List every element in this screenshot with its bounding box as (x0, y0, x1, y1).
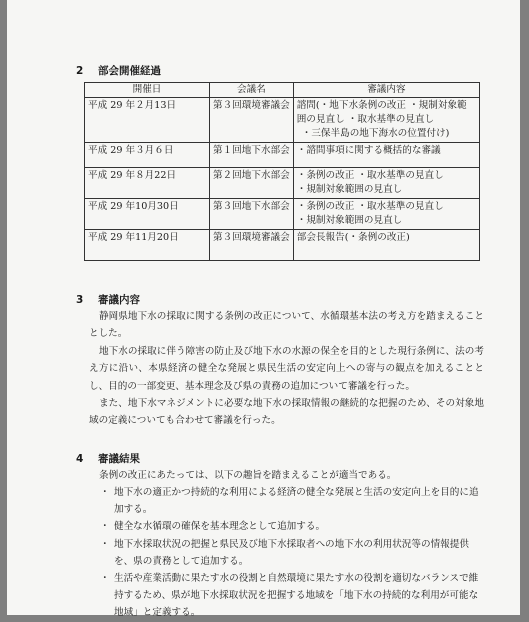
content-line: ・諮問事項に関する概括的な審議 (296, 145, 441, 156)
content-line: ・条例の改正 ・取水基準の見直し (296, 170, 444, 181)
cell-date: 平成 29 年３月６日 (85, 143, 210, 168)
section-3-heading (76, 292, 140, 307)
list-item-text: 健全な水循環の確保を基本理念として追加する。 (114, 521, 326, 533)
cell-content (293, 168, 479, 199)
bullet-mark: ・ (100, 487, 110, 498)
list-item-text: 地下水の適正かつ持続的な利用による経済の健全な発展と生活の安定向上を目的に追加する。 (114, 487, 479, 516)
list-item-text: 地下水採取状況の把握と県民及び地下水採取者への地下水の利用状況等の情報提供を、県の責務として追加する。 (114, 538, 469, 567)
cell-date: 平成 29 年８月22日 (85, 168, 210, 199)
paragraph: また、地下水マネジメントに必要な地下水の採取情報の継続的な把握のため、その対象地域の定義についても合わせて審議を行った。 (89, 398, 484, 427)
paragraph: 地下水の採取に伴う障害の防止及び地下水の水源の保全を目的とした現行条例に、法の考え方に沿い、本県経済の健全な発展と県民生活の安定向上への寄与の観点を加えることとし、目的の一部変更、基本理念及び県の責務の追加について審議を行った。 (89, 345, 484, 392)
list-item (100, 536, 485, 570)
section-title: 部会開催経過 (98, 65, 161, 77)
bullet-mark: ・ (100, 521, 110, 533)
content-line: ・規制対象範囲の見直し (296, 215, 403, 226)
table-header-row (85, 83, 480, 98)
section-2-heading (76, 63, 161, 78)
cell-content (293, 143, 479, 168)
cell-meeting: 第３回環境審議会 (210, 230, 294, 261)
cell-meeting: 第１回地下水部会 (210, 143, 294, 168)
paragraph: 静岡県地下水の採取に関する条例の改正について、水循環基本法の考え方を踏まえることとした。 (89, 311, 484, 340)
cell-meeting: 第２回地下水部会 (210, 168, 294, 199)
bullet-mark: ・ (100, 538, 110, 550)
content-line: 囲の見直し ・取水基準の見直し (296, 114, 435, 125)
document-page (7, 0, 520, 619)
content-line: ・規制対象範囲の見直し (296, 184, 403, 195)
content-line: 諮問(・地下水条例の改正 ・規制対象範 (296, 100, 467, 111)
section-number: 4 (76, 453, 84, 465)
content-line: ・三保半島の地下海水の位置付け) (301, 128, 450, 139)
list-item (100, 518, 485, 535)
section-title: 審議内容 (98, 294, 140, 306)
section-4-intro (89, 467, 484, 484)
cell-content (293, 230, 479, 261)
cell-meeting: 第３回環境審議会 (210, 98, 294, 143)
cell-date: 平成 29 年10月30日 (85, 199, 210, 230)
table-row (85, 143, 480, 168)
paragraph: 条例の改正にあたっては、以下の趣旨を踏まえることが適当である。 (99, 470, 397, 481)
section-4-heading (76, 451, 140, 466)
cell-meeting: 第３回地下水部会 (210, 199, 294, 230)
list-item (100, 570, 485, 622)
cell-date: 平成 29 年11月20日 (85, 230, 210, 261)
header-content: 審議内容 (293, 83, 479, 98)
cell-content (293, 199, 479, 230)
table-row (85, 230, 480, 261)
cell-date: 平成 29 年２月13日 (85, 98, 210, 143)
table-row (85, 199, 480, 230)
bullet-mark: ・ (100, 573, 110, 585)
header-date: 開催日 (85, 83, 210, 98)
list-item (100, 484, 485, 518)
section-4-bullet-list (100, 484, 485, 622)
content-line: ・条例の改正 ・取水基準の見直し (296, 201, 444, 212)
meeting-history-table (84, 82, 480, 261)
section-number: 2 (76, 65, 84, 77)
section-title: 審議結果 (98, 453, 140, 465)
section-3-body (89, 308, 484, 430)
cell-content (293, 98, 479, 143)
header-meeting: 会議名 (210, 83, 294, 98)
list-item-text: 生活や産業活動に果たす水の役割と自然環境に果たす水の役割を適切なバランスで維持するため、県が地下水採取状況を把握する地域を「地下水の持続的な利用が可能な地域」と定義する。 (114, 573, 479, 619)
table-row (85, 98, 480, 143)
section-number: 3 (76, 294, 84, 306)
content-line: 部会長報告(・条例の改正) (296, 232, 410, 243)
table-row (85, 168, 480, 199)
